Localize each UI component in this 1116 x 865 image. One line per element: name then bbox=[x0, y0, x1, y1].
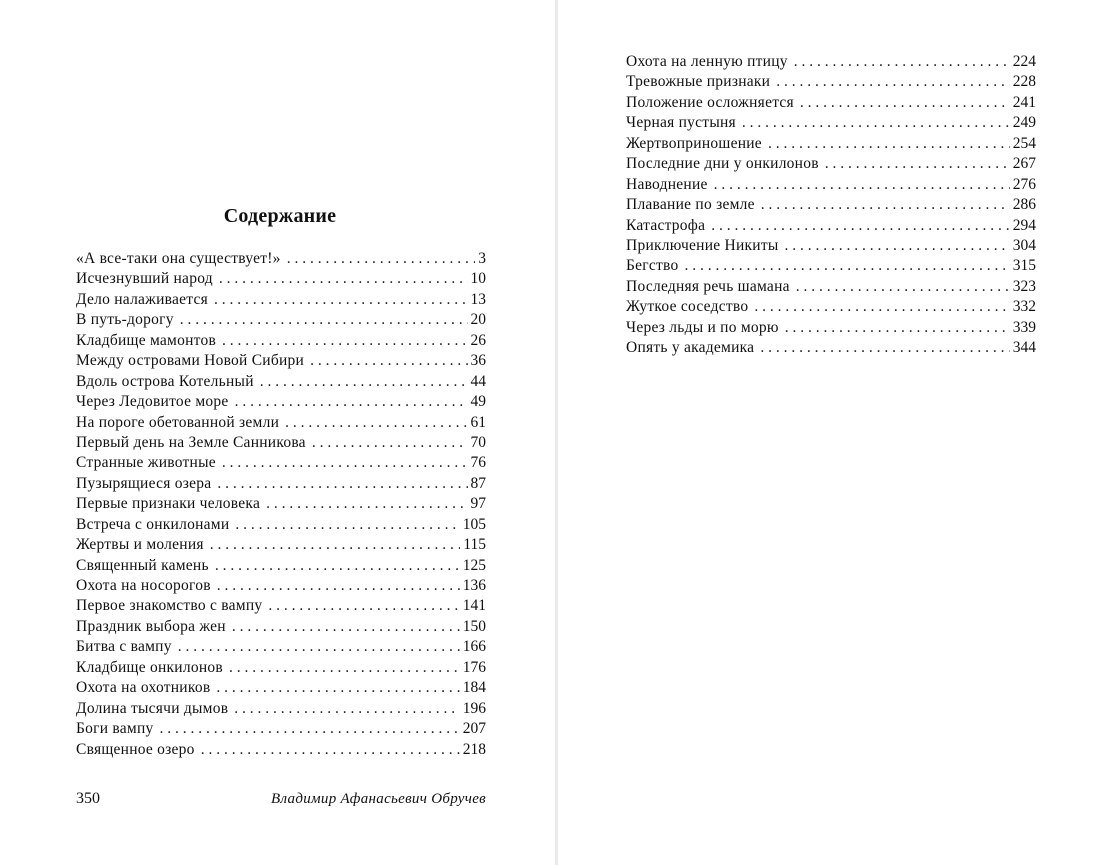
toc-entry-title: На пороге обетованной земли bbox=[76, 413, 280, 431]
toc-entry-title: Праздник выбора жен bbox=[76, 617, 226, 635]
toc-entry-page: 136 bbox=[462, 577, 486, 594]
toc-entry-page: 44 bbox=[470, 372, 486, 390]
toc-entry bbox=[626, 72, 1036, 92]
toc-entry-title: Священный камень bbox=[76, 556, 209, 574]
toc-leader-dots bbox=[776, 72, 1010, 92]
toc-leader-dots bbox=[685, 256, 1010, 276]
toc-entry-title: Через Ледовитое море bbox=[76, 393, 229, 411]
toc-list-left bbox=[76, 249, 486, 760]
toc-leader-dots bbox=[796, 277, 1010, 297]
toc-entry bbox=[76, 310, 486, 330]
toc-entry bbox=[76, 596, 486, 616]
toc-entry-title: Через льды и по морю bbox=[626, 318, 779, 336]
toc-leader-dots bbox=[222, 331, 467, 351]
toc-entry bbox=[76, 269, 486, 289]
toc-leader-dots bbox=[268, 596, 459, 616]
toc-entry-page: 166 bbox=[462, 638, 486, 656]
toc-entry-page: 315 bbox=[1012, 257, 1036, 275]
toc-entry bbox=[76, 392, 486, 412]
toc-entry-title: Священное озеро bbox=[76, 740, 195, 758]
toc-entry-title: Приключение Никиты bbox=[626, 236, 779, 254]
toc-leader-dots bbox=[825, 154, 1010, 174]
toc-entry-page: 207 bbox=[462, 720, 486, 738]
toc-entry-title: Жертвоприношение bbox=[626, 134, 762, 152]
toc-leader-dots bbox=[229, 658, 460, 678]
left-page bbox=[0, 0, 555, 865]
toc-entry-title: Долина тысячи дымов bbox=[76, 699, 229, 717]
toc-leader-dots bbox=[217, 576, 460, 596]
toc-leader-dots bbox=[768, 134, 1010, 154]
toc-leader-dots bbox=[160, 719, 460, 739]
toc-entry bbox=[626, 93, 1036, 113]
toc-entry-title: Опять у академика bbox=[626, 339, 755, 357]
toc-leader-dots bbox=[214, 290, 467, 310]
toc-entry-page: 76 bbox=[470, 454, 486, 472]
toc-entry bbox=[626, 297, 1036, 317]
toc-entry-page: 125 bbox=[462, 556, 486, 574]
toc-entry bbox=[76, 740, 486, 760]
toc-entry-title: Плавание по земле bbox=[626, 196, 755, 214]
toc-leader-dots bbox=[794, 52, 1010, 72]
toc-entry bbox=[626, 277, 1036, 297]
toc-leader-dots bbox=[215, 556, 460, 576]
toc-leader-dots bbox=[232, 617, 460, 637]
toc-entry-page: 241 bbox=[1012, 93, 1036, 111]
toc-entry-title: Кладбище мамонтов bbox=[76, 331, 217, 349]
toc-entry bbox=[76, 372, 486, 392]
toc-entry bbox=[626, 338, 1036, 358]
toc-entry-page: 70 bbox=[470, 433, 486, 451]
toc-leader-dots bbox=[222, 453, 468, 473]
toc-title: Содержание bbox=[223, 205, 337, 227]
toc-entry-page: 224 bbox=[1012, 53, 1036, 70]
toc-entry bbox=[76, 658, 486, 678]
toc-entry-page: 26 bbox=[470, 331, 486, 349]
page-number: 350 bbox=[76, 790, 100, 807]
toc-entry-page: 3 bbox=[478, 250, 486, 267]
toc-entry bbox=[76, 719, 486, 739]
toc-entry bbox=[76, 515, 486, 535]
toc-leader-dots bbox=[754, 297, 1009, 317]
toc-entry bbox=[626, 113, 1036, 133]
toc-entry-title: Первое знакомство с вампу bbox=[76, 597, 263, 615]
toc-leader-dots bbox=[178, 637, 460, 657]
toc-entry-page: 150 bbox=[462, 617, 486, 635]
toc-entry-page: 323 bbox=[1012, 277, 1036, 295]
toc-entry-page: 49 bbox=[470, 393, 486, 411]
toc-leader-dots bbox=[210, 535, 461, 555]
toc-entry-page: 254 bbox=[1012, 134, 1036, 152]
toc-entry bbox=[76, 433, 486, 453]
toc-entry-page: 228 bbox=[1012, 73, 1036, 91]
toc-entry-page: 10 bbox=[470, 270, 486, 288]
toc-entry bbox=[76, 617, 486, 637]
toc-entry-title: Кладбище онкилонов bbox=[76, 658, 223, 676]
toc-leader-dots bbox=[287, 249, 476, 269]
toc-entry-title: Черная пустыня bbox=[626, 114, 736, 132]
toc-entry bbox=[626, 175, 1036, 195]
toc-leader-dots bbox=[761, 195, 1010, 215]
toc-entry-page: 141 bbox=[462, 597, 486, 615]
toc-leader-dots bbox=[216, 678, 459, 698]
toc-entry-page: 105 bbox=[462, 515, 486, 533]
toc-entry-page: 276 bbox=[1012, 175, 1036, 193]
toc-leader-dots bbox=[785, 236, 1010, 256]
toc-entry-title: Битва с вампу bbox=[76, 638, 172, 656]
toc-entry-title: Между островами Новой Сибири bbox=[76, 352, 305, 370]
toc-entry bbox=[76, 351, 486, 371]
toc-entry-page: 249 bbox=[1012, 114, 1036, 132]
toc-entry bbox=[76, 556, 486, 576]
toc-list-right bbox=[626, 52, 1036, 359]
toc-entry-title: Катастрофа bbox=[626, 216, 706, 234]
toc-entry-title: Дело налаживается bbox=[76, 290, 209, 308]
toc-entry bbox=[626, 236, 1036, 256]
toc-entry-title: Встреча с онкилонами bbox=[76, 515, 230, 533]
toc-entry-title: Вдоль острова Котельный bbox=[76, 372, 254, 390]
toc-entry bbox=[76, 331, 486, 351]
toc-entry-title: Положение осложняется bbox=[626, 93, 794, 111]
toc-entry-page: 184 bbox=[462, 679, 486, 697]
toc-entry bbox=[76, 413, 486, 433]
toc-entry-title: Тревожные признаки bbox=[626, 73, 771, 91]
toc-leader-dots bbox=[219, 269, 468, 289]
running-head-author: Владимир Афанасьевич Обручев bbox=[271, 791, 486, 807]
toc-entry-title: Пузырящиеся озера bbox=[76, 474, 212, 492]
toc-entry-page: 61 bbox=[470, 413, 486, 431]
toc-leader-dots bbox=[217, 474, 467, 494]
toc-entry-title: Боги вампу bbox=[76, 720, 154, 738]
toc-leader-dots bbox=[285, 413, 467, 433]
toc-entry-page: 339 bbox=[1012, 318, 1036, 336]
toc-leader-dots bbox=[714, 175, 1010, 195]
toc-entry-title: Охота на носорогов bbox=[76, 577, 211, 594]
toc-leader-dots bbox=[785, 318, 1010, 338]
toc-entry bbox=[76, 290, 486, 310]
toc-entry-page: 218 bbox=[462, 740, 486, 758]
toc-entry-title: Первый день на Земле Санникова bbox=[76, 433, 306, 451]
toc-entry-page: 13 bbox=[470, 290, 486, 308]
toc-entry bbox=[76, 494, 486, 514]
right-page bbox=[558, 0, 1116, 865]
toc-entry-title: Странные животные bbox=[76, 454, 216, 472]
toc-leader-dots bbox=[760, 338, 1009, 358]
toc-entry-page: 332 bbox=[1012, 298, 1036, 316]
toc-entry-title: Жуткое соседство bbox=[626, 298, 749, 316]
toc-leader-dots bbox=[234, 699, 459, 719]
toc-entry-page: 87 bbox=[470, 474, 486, 492]
toc-leader-dots bbox=[312, 433, 468, 453]
toc-entry-page: 344 bbox=[1012, 339, 1036, 357]
toc-entry bbox=[626, 52, 1036, 72]
toc-entry bbox=[626, 134, 1036, 154]
toc-entry-title: Исчезнувший народ bbox=[76, 270, 213, 288]
toc-entry bbox=[626, 318, 1036, 338]
toc-leader-dots bbox=[235, 392, 468, 412]
toc-entry bbox=[76, 453, 486, 473]
toc-entry-title: Жертвы и моления bbox=[76, 536, 204, 554]
toc-entry bbox=[626, 154, 1036, 174]
toc-entry-title: Охота на охотников bbox=[76, 679, 211, 697]
toc-leader-dots bbox=[180, 310, 468, 330]
toc-entry-page: 294 bbox=[1012, 216, 1036, 234]
toc-entry-title: Последняя речь шамана bbox=[626, 277, 790, 295]
toc-entry-page: 304 bbox=[1012, 236, 1036, 254]
toc-entry bbox=[76, 637, 486, 657]
toc-leader-dots bbox=[260, 372, 468, 392]
toc-leader-dots bbox=[266, 494, 467, 514]
toc-entry-page: 196 bbox=[462, 699, 486, 717]
toc-entry-page: 286 bbox=[1012, 196, 1036, 214]
toc-leader-dots bbox=[201, 740, 460, 760]
toc-leader-dots bbox=[711, 216, 1010, 236]
toc-entry-page: 20 bbox=[470, 311, 486, 329]
toc-entry bbox=[626, 216, 1036, 236]
toc-leader-dots bbox=[800, 93, 1010, 113]
toc-entry-page: 115 bbox=[463, 536, 486, 554]
toc-leader-dots bbox=[235, 515, 459, 535]
toc-entry-page: 267 bbox=[1012, 155, 1036, 173]
toc-entry bbox=[76, 535, 486, 555]
toc-entry bbox=[76, 678, 486, 698]
toc-entry-title: Охота на ленную птицу bbox=[626, 53, 788, 70]
toc-entry bbox=[76, 249, 486, 269]
toc-entry bbox=[76, 699, 486, 719]
toc-entry-title: Бегство bbox=[626, 257, 679, 275]
toc-entry-title: Первые признаки человека bbox=[76, 495, 261, 513]
toc-entry-title: В путь-дорогу bbox=[76, 311, 174, 329]
toc-entry bbox=[76, 576, 486, 596]
toc-entry-title: Последние дни у онкилонов bbox=[626, 155, 819, 173]
toc-entry-page: 176 bbox=[462, 658, 486, 676]
toc-entry bbox=[76, 474, 486, 494]
toc-entry-page: 97 bbox=[470, 495, 486, 513]
toc-entry bbox=[626, 256, 1036, 276]
toc-leader-dots bbox=[742, 113, 1010, 133]
toc-entry bbox=[626, 195, 1036, 215]
toc-entry-title: «А все-таки она существует!» bbox=[76, 250, 281, 267]
toc-leader-dots bbox=[310, 351, 467, 371]
toc-entry-page: 36 bbox=[470, 352, 486, 370]
toc-entry-title: Наводнение bbox=[626, 175, 708, 193]
